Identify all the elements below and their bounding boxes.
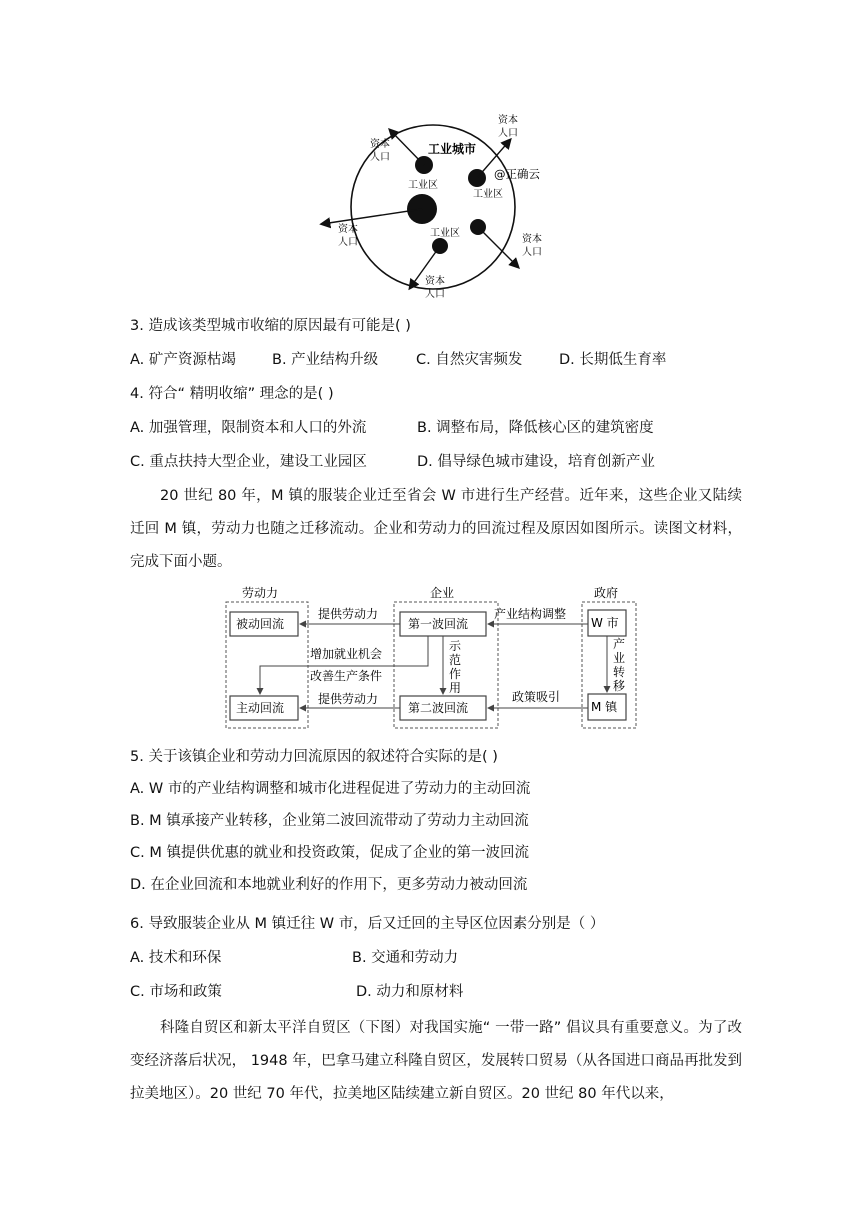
column-header-labor: 劳动力 [242, 586, 279, 600]
q6-option-a: A. 技术和环保 [130, 950, 222, 966]
provide-labor-bottom: 提供劳动力 [318, 692, 379, 706]
industrial-city-diagram [318, 110, 548, 300]
q5-option-c: C. M 镇提供优惠的就业和投资政策，促成了企业的第一波回流 [130, 845, 529, 861]
capital-label: 资本 [425, 276, 445, 287]
w-city-node: W 市 [591, 616, 619, 630]
zone-label: 工业区 [430, 228, 460, 239]
people-label: 人口 [498, 128, 518, 139]
q5-option-b: B. M 镇承接产业转移，企业第二波回流带动了劳动力主动回流 [130, 813, 529, 829]
demo-effect-char: 范 [449, 653, 462, 667]
industry-transfer-char: 移 [613, 679, 626, 693]
q5-option-d: D. 在企业回流和本地就业利好的作用下，更多劳动力被动回流 [130, 877, 528, 893]
passage-1: 20 世纪 80 年，M 镇的服装企业迁至省会 W 市进行生产经营。近年来，这些企业又陆续迁回 M 镇，劳动力也随之迁移流动。企业和劳动力的回流过程及原因如图所示。读图文材料，完成下面小题。 [130, 488, 742, 570]
industry-transfer-char: 产 [613, 637, 626, 651]
outflow-arrow [478, 227, 518, 267]
q6-stem: 6. 导致服装企业从 M 镇迁往 W 市，后又迁回的主导区位因素分别是（ ） [130, 916, 605, 932]
second-wave-node: 第二波回流 [408, 701, 469, 715]
people-label: 人口 [338, 237, 358, 248]
q6-option-c: C. 市场和政策 [130, 984, 222, 1000]
capital-label: 资本 [338, 224, 358, 235]
m-town-node: M 镇 [591, 700, 618, 714]
q4-option-d: D. 倡导绿色城市建设，培育创新产业 [417, 454, 655, 470]
q4-option-c: C. 重点扶持大型企业，建设工业园区 [130, 454, 367, 470]
capital-label: 资本 [370, 139, 390, 150]
industry-transfer-char: 业 [613, 651, 626, 665]
people-label: 人口 [522, 247, 542, 258]
q4-option-a: A. 加强管理，限制资本和人口的外流 [130, 420, 367, 436]
return-flow-diagram [222, 582, 642, 732]
capital-label: 资本 [522, 234, 542, 245]
city-label: 工业城市 [428, 142, 477, 156]
improve-conditions-label: 改善生产条件 [310, 669, 383, 683]
industry-transfer-char: 转 [613, 665, 626, 679]
q3-option-a: A. 矿产资源枯竭 [130, 352, 236, 368]
zone-label: 工业区 [408, 180, 438, 191]
industry-adjust-label: 产业结构调整 [494, 607, 567, 621]
q6-option-d: D. 动力和原材料 [356, 984, 464, 1000]
q3-stem: 3. 造成该类型城市收缩的原因最有可能是( ) [130, 318, 411, 334]
q3-option-c: C. 自然灾害频发 [416, 352, 523, 368]
column-header-government: 政府 [594, 586, 619, 600]
demo-effect-char: 用 [449, 681, 462, 695]
q4-stem: 4. 符合“ 精明收缩” 理念的是( ) [130, 386, 334, 402]
q5-stem: 5. 关于该镇企业和劳动力回流原因的叙述符合实际的是( ) [130, 749, 498, 765]
outflow-arrow [390, 130, 424, 165]
demo-effect-char: 作 [449, 667, 462, 681]
column-header-enterprise: 企业 [430, 586, 455, 600]
zone-label: 工业区 [473, 189, 503, 200]
people-label: 人口 [425, 289, 445, 300]
q5-option-a: A. W 市的产业结构调整和城市化进程促进了劳动力的主动回流 [130, 781, 531, 797]
first-wave-node: 第一波回流 [408, 617, 469, 631]
active-return-node: 主动回流 [236, 701, 285, 715]
watermark-text: @正确云 [494, 167, 540, 181]
people-label: 人口 [370, 152, 390, 163]
policy-label: 政策吸引 [512, 690, 561, 704]
q4-option-b: B. 调整布局，降低核心区的建筑密度 [417, 420, 654, 436]
capital-label: 资本 [498, 115, 518, 126]
outflow-arrow [322, 209, 422, 224]
q3-option-b: B. 产业结构升级 [272, 352, 379, 368]
passage-2: 科隆自贸区和新太平洋自贸区（下图）对我国实施“ 一带一路” 倡议具有重要意义。为了改变经济落后状况， 1948 年，巴拿马建立科隆自贸区，发展转口贸易（从各国进口商品再批发到拉美地区）。20 世纪 70 年代，拉美地区陆续建立新自贸区。20 世纪 80 年代以来， [130, 1020, 742, 1102]
passive-return-node: 被动回流 [236, 617, 285, 631]
provide-labor-top: 提供劳动力 [318, 607, 379, 621]
q3-option-d: D. 长期低生育率 [559, 352, 667, 368]
q6-option-b: B. 交通和劳动力 [352, 950, 459, 966]
more-jobs-label: 增加就业机会 [310, 647, 383, 661]
demo-effect-char: 示 [449, 639, 462, 653]
